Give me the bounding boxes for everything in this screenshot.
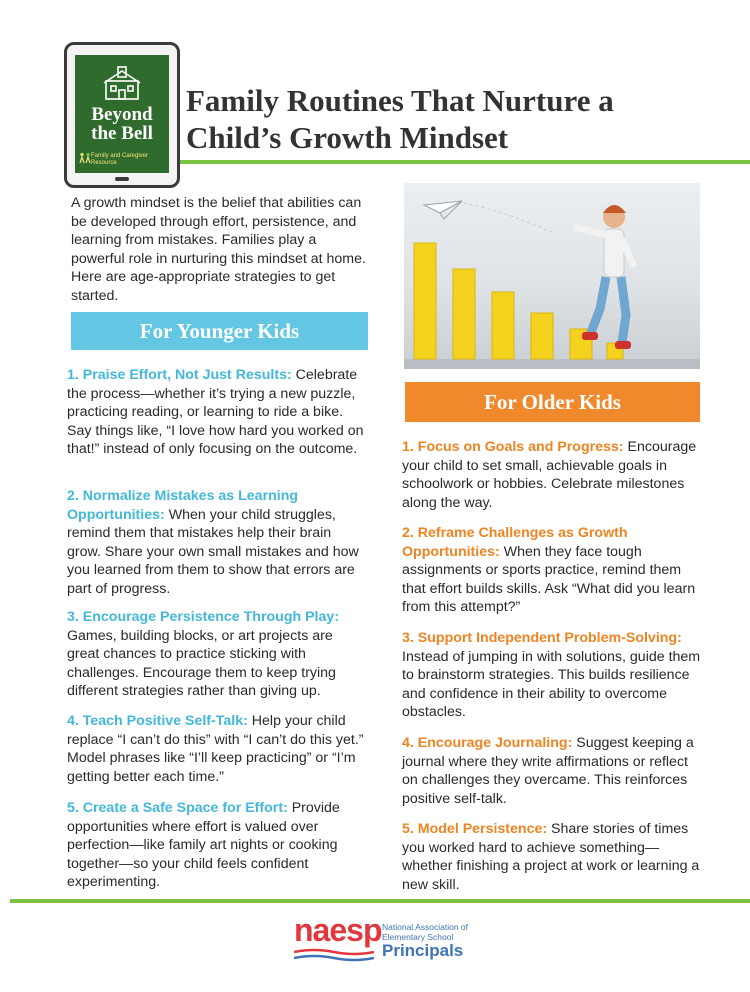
child-figure — [574, 205, 634, 349]
younger-item-3-heading: 3. Encourage Persistence Through Play: — [67, 609, 340, 625]
paper-airplane-icon — [424, 201, 554, 233]
younger-item-1 — [67, 366, 367, 459]
younger-item-4 — [67, 712, 367, 786]
older-item-4-heading: 4. Encourage Journaling: — [402, 735, 573, 751]
beyond-the-bell-logo — [64, 42, 180, 188]
younger-item-4-body: Help your child replace “I can’t do this” with “I can’t do this yet.” Model phrases like “I’ll keep practicing” or “I’m getting better each time.” — [67, 713, 364, 785]
logo-title — [75, 105, 169, 143]
logo-screen — [75, 55, 169, 173]
younger-item-2-body: When your child struggles, remind them that mistakes help their brain grow. Share your own small mistakes and how you learned from them to show that errors are part of progress. — [67, 506, 359, 597]
header-rule — [160, 160, 750, 164]
page-title-line2: Child’s Growth Mindset — [186, 120, 509, 155]
older-kids-heading — [405, 382, 700, 422]
growth-photo — [404, 183, 700, 369]
older-item-4-body: Suggest keeping a journal where they write affirmations or reflect on challenges they overcame. This reinforces positive self-talk. — [402, 735, 694, 807]
tablet-home-button-icon — [115, 177, 129, 181]
younger-item-2 — [67, 487, 367, 599]
younger-item-1-heading: 1. Praise Effort, Not Just Results: — [67, 367, 292, 383]
naesp-wave-icon — [294, 948, 374, 962]
logo-subtitle: Family and Caregiver Resource — [91, 153, 149, 166]
older-item-5-body: Share stories of times you worked hard to achieve something—whether finishing a project at work or learning a new skill. — [402, 821, 700, 893]
older-kids-heading-text: For Older Kids — [484, 390, 621, 414]
logo-title-line1: Beyond — [91, 104, 153, 125]
older-item-5 — [402, 820, 702, 894]
school-building-icon — [102, 63, 142, 103]
younger-item-5 — [67, 799, 367, 892]
older-item-2-heading: 2. Reframe Challenges as Growth Opportunities: — [402, 525, 628, 560]
younger-item-4-heading: 4. Teach Positive Self-Talk: — [67, 713, 248, 729]
children-icon — [79, 152, 91, 164]
intro-paragraph: A growth mindset is the belief that abilities can be developed through effort, persistence, and learning from mistakes. Families play a powerful role in nurturing this mindset at home. Here are age-appropriate strategies to get started. — [71, 195, 366, 304]
page-title — [186, 82, 706, 156]
younger-item-5-heading: 5. Create a Safe Space for Effort: — [67, 800, 288, 816]
yellow-bars — [414, 243, 623, 359]
older-item-3 — [402, 629, 702, 722]
older-item-2 — [402, 524, 702, 617]
younger-item-1-body: Celebrate the process—whether it’s trying a new puzzle, practicing reading, or learning to ride a bike. Say things like, “I love how hard you worked on that!” instead of only focusing on the outcome. — [67, 367, 364, 458]
older-item-5-heading: 5. Model Persistence: — [402, 821, 548, 837]
older-item-3-heading: 3. Support Independent Problem-Solving: — [402, 630, 682, 646]
younger-item-3 — [67, 608, 367, 701]
growth-photo-illustration — [404, 183, 700, 369]
naesp-org-line1: National Association of — [382, 922, 468, 932]
footer-rule — [10, 899, 750, 903]
naesp-org-line2: Elementary School — [382, 932, 454, 942]
naesp-principals: Principals — [382, 941, 464, 960]
naesp-logo-word: naesp — [294, 912, 382, 948]
older-item-2-body: When they face tough assignments or sports practice, remind them that effort builds skills. Ask “What did you learn from this attempt?” — [402, 543, 696, 616]
logo-title-line2: the Bell — [91, 123, 153, 144]
older-item-1-body: Encourage your child to set small, achievable goals in schoolwork or hobbies. Celebrate milestones along the way. — [402, 439, 697, 511]
older-item-1 — [402, 438, 702, 512]
older-item-4 — [402, 734, 702, 808]
younger-item-3-body: Games, building blocks, or art projects are great chances to practice sticking with challenges. Encourage them to keep trying different strategies rather than giving up. — [67, 627, 336, 700]
older-item-1-heading: 1. Focus on Goals and Progress: — [402, 439, 624, 455]
older-item-3-body: Instead of jumping in with solutions, guide them to brainstorm strategies. This builds resilience and confidence in their ability to overcome obstacles. — [402, 648, 701, 721]
younger-item-5-body: Provide opportunities where effort is valued over perfection—like family art nights or cooking together—so your child feels confident experimenting. — [67, 800, 340, 891]
younger-kids-heading-text: For Younger Kids — [139, 319, 300, 343]
naesp-org-name — [382, 922, 468, 942]
page-title-line1: Family Routines That Nurture a — [186, 83, 614, 118]
younger-item-2-heading: 2. Normalize Mistakes as Learning Opportunities: — [67, 488, 299, 523]
younger-kids-heading — [71, 312, 368, 350]
